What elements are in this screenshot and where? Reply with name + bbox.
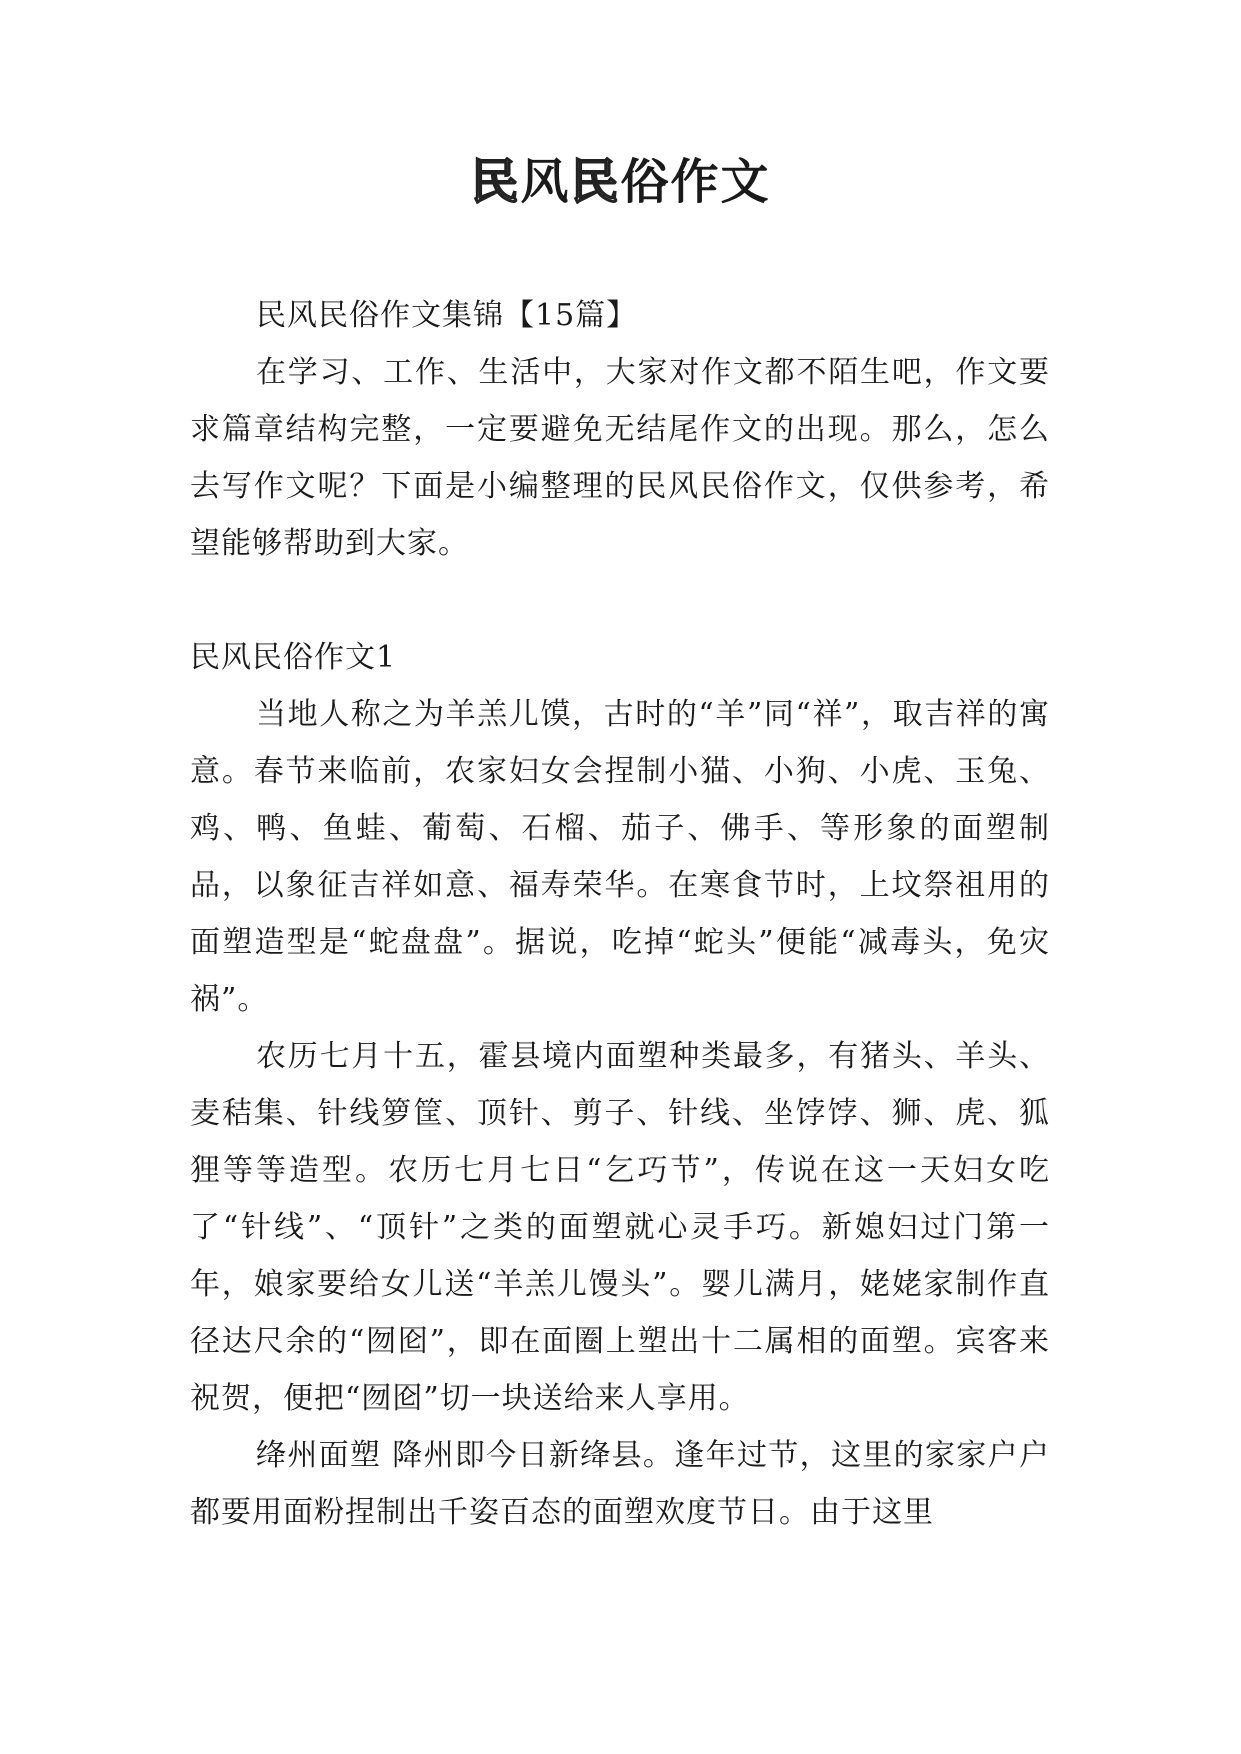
- body-paragraph: 绛州面塑 降州即今日新绛县。逢年过节，这里的家家户户都要用面粉捏制出千姿百态的面塑欢度节日。由于这里: [190, 1438, 1050, 1530]
- title-char-outline: 民: [570, 154, 621, 210]
- intro-paragraph: 在学习、工作、生活中，大家对作文都不陌生吧，作文要求篇章结构完整，一定要避免无结尾作文的出现。那么，怎么去写作文呢？下面是小编整理的民风民俗作文，仅供参考，希望能够帮助到大家。: [190, 355, 1050, 561]
- section-heading: 民风民俗作文1: [190, 640, 397, 675]
- title-char-outline: 民: [470, 154, 521, 210]
- title-char: 风: [520, 154, 571, 210]
- document-body: [190, 287, 1050, 1541]
- document-title: [0, 150, 1241, 214]
- title-text: 俗作文: [620, 154, 771, 210]
- body-paragraph: 当地人称之为羊羔儿馍，古时的“羊”同“祥”，取吉祥的寓意。春节来临前，农家妇女会捏制小猫、小狗、小虎、玉兔、鸡、鸭、鱼蛙、葡萄、石榴、茄子、佛手、等形象的面塑制品，以象征吉祥如意、福寿荣华。在寒食节时，上坟祭祖用的面塑造型是“蛇盘盘”。据说，吃掉“蛇头”便能“减毒头，免灾祸”。: [190, 697, 1050, 1017]
- body-paragraph: 农历七月十五，霍县境内面塑种类最多，有猪头、羊头、麦秸集、针线箩筐、顶针、剪子、针线、坐饽饽、狮、虎、狐狸等等造型。农历七月七日“乞巧节”，传说在这一天妇女吃了“针线”、“顶针”之类的面塑就心灵手巧。新媳妇过门第一年，娘家要给女儿送“羊羔儿馒头”。婴儿满月，姥姥家制作直径达尺余的“囫囵”，即在面圈上塑出十二属相的面塑。宾客来祝贺，便把“囫囵”切一块送给来人享用。: [190, 1039, 1050, 1416]
- section-spacer: [190, 572, 1050, 629]
- subtitle-line: 民风民俗作文集锦【15篇】: [256, 298, 638, 333]
